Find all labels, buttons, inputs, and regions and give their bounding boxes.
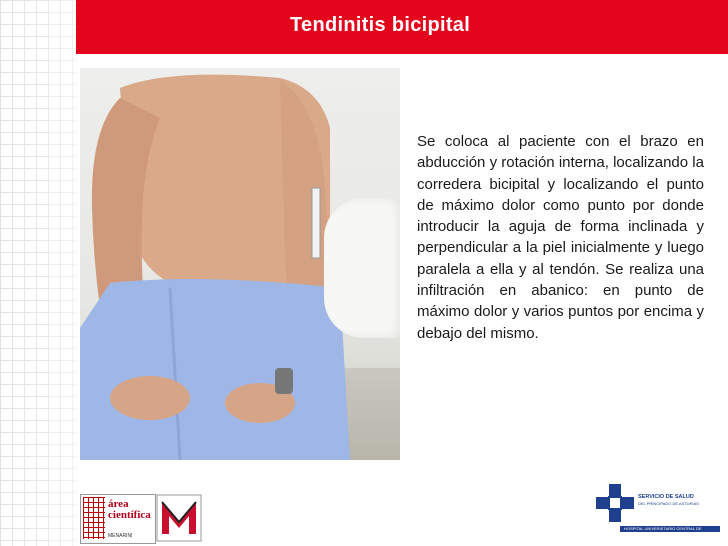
menarini-m-logo-icon bbox=[156, 494, 202, 542]
logo-grid-icon bbox=[83, 497, 105, 539]
clinical-photo bbox=[80, 68, 400, 460]
slide-title: Tendinitis bicipital bbox=[290, 14, 471, 36]
procedure-description: Se coloca al paciente con el brazo en abducción y rotación interna, localizando la corredera bicipital y localizando el punto de máximo dolor como punto por donde introducir la aguja de forma inclinada y perpendicular a la piel inicialmente y luego paralela a ella y al tendón. Se realiza una infiltración en abanico: en punto de máximo dolor y varios puntos por encima y debajo del mismo. bbox=[417, 133, 704, 342]
logo-text-hospital: HOSPITAL UNIVERSITARIO CENTRAL DE ASTURIAS bbox=[624, 526, 702, 537]
logo-text-cientifica: científica bbox=[108, 509, 151, 521]
decorative-grid-fade bbox=[0, 0, 76, 546]
servicio-salud-logo bbox=[596, 484, 722, 540]
area-cientifica-logo bbox=[80, 494, 156, 544]
gloved-hand bbox=[324, 198, 400, 338]
logo-text-servicio: SERVICIO DE SALUD bbox=[638, 494, 694, 500]
sespa-cross-icon bbox=[596, 484, 634, 522]
logo-text-area: área bbox=[108, 498, 129, 510]
logo-text-menarini: MENARINI bbox=[108, 533, 133, 539]
logo-text-principado: DEL PRINCIPADO DE ASTURIAS bbox=[638, 501, 699, 506]
